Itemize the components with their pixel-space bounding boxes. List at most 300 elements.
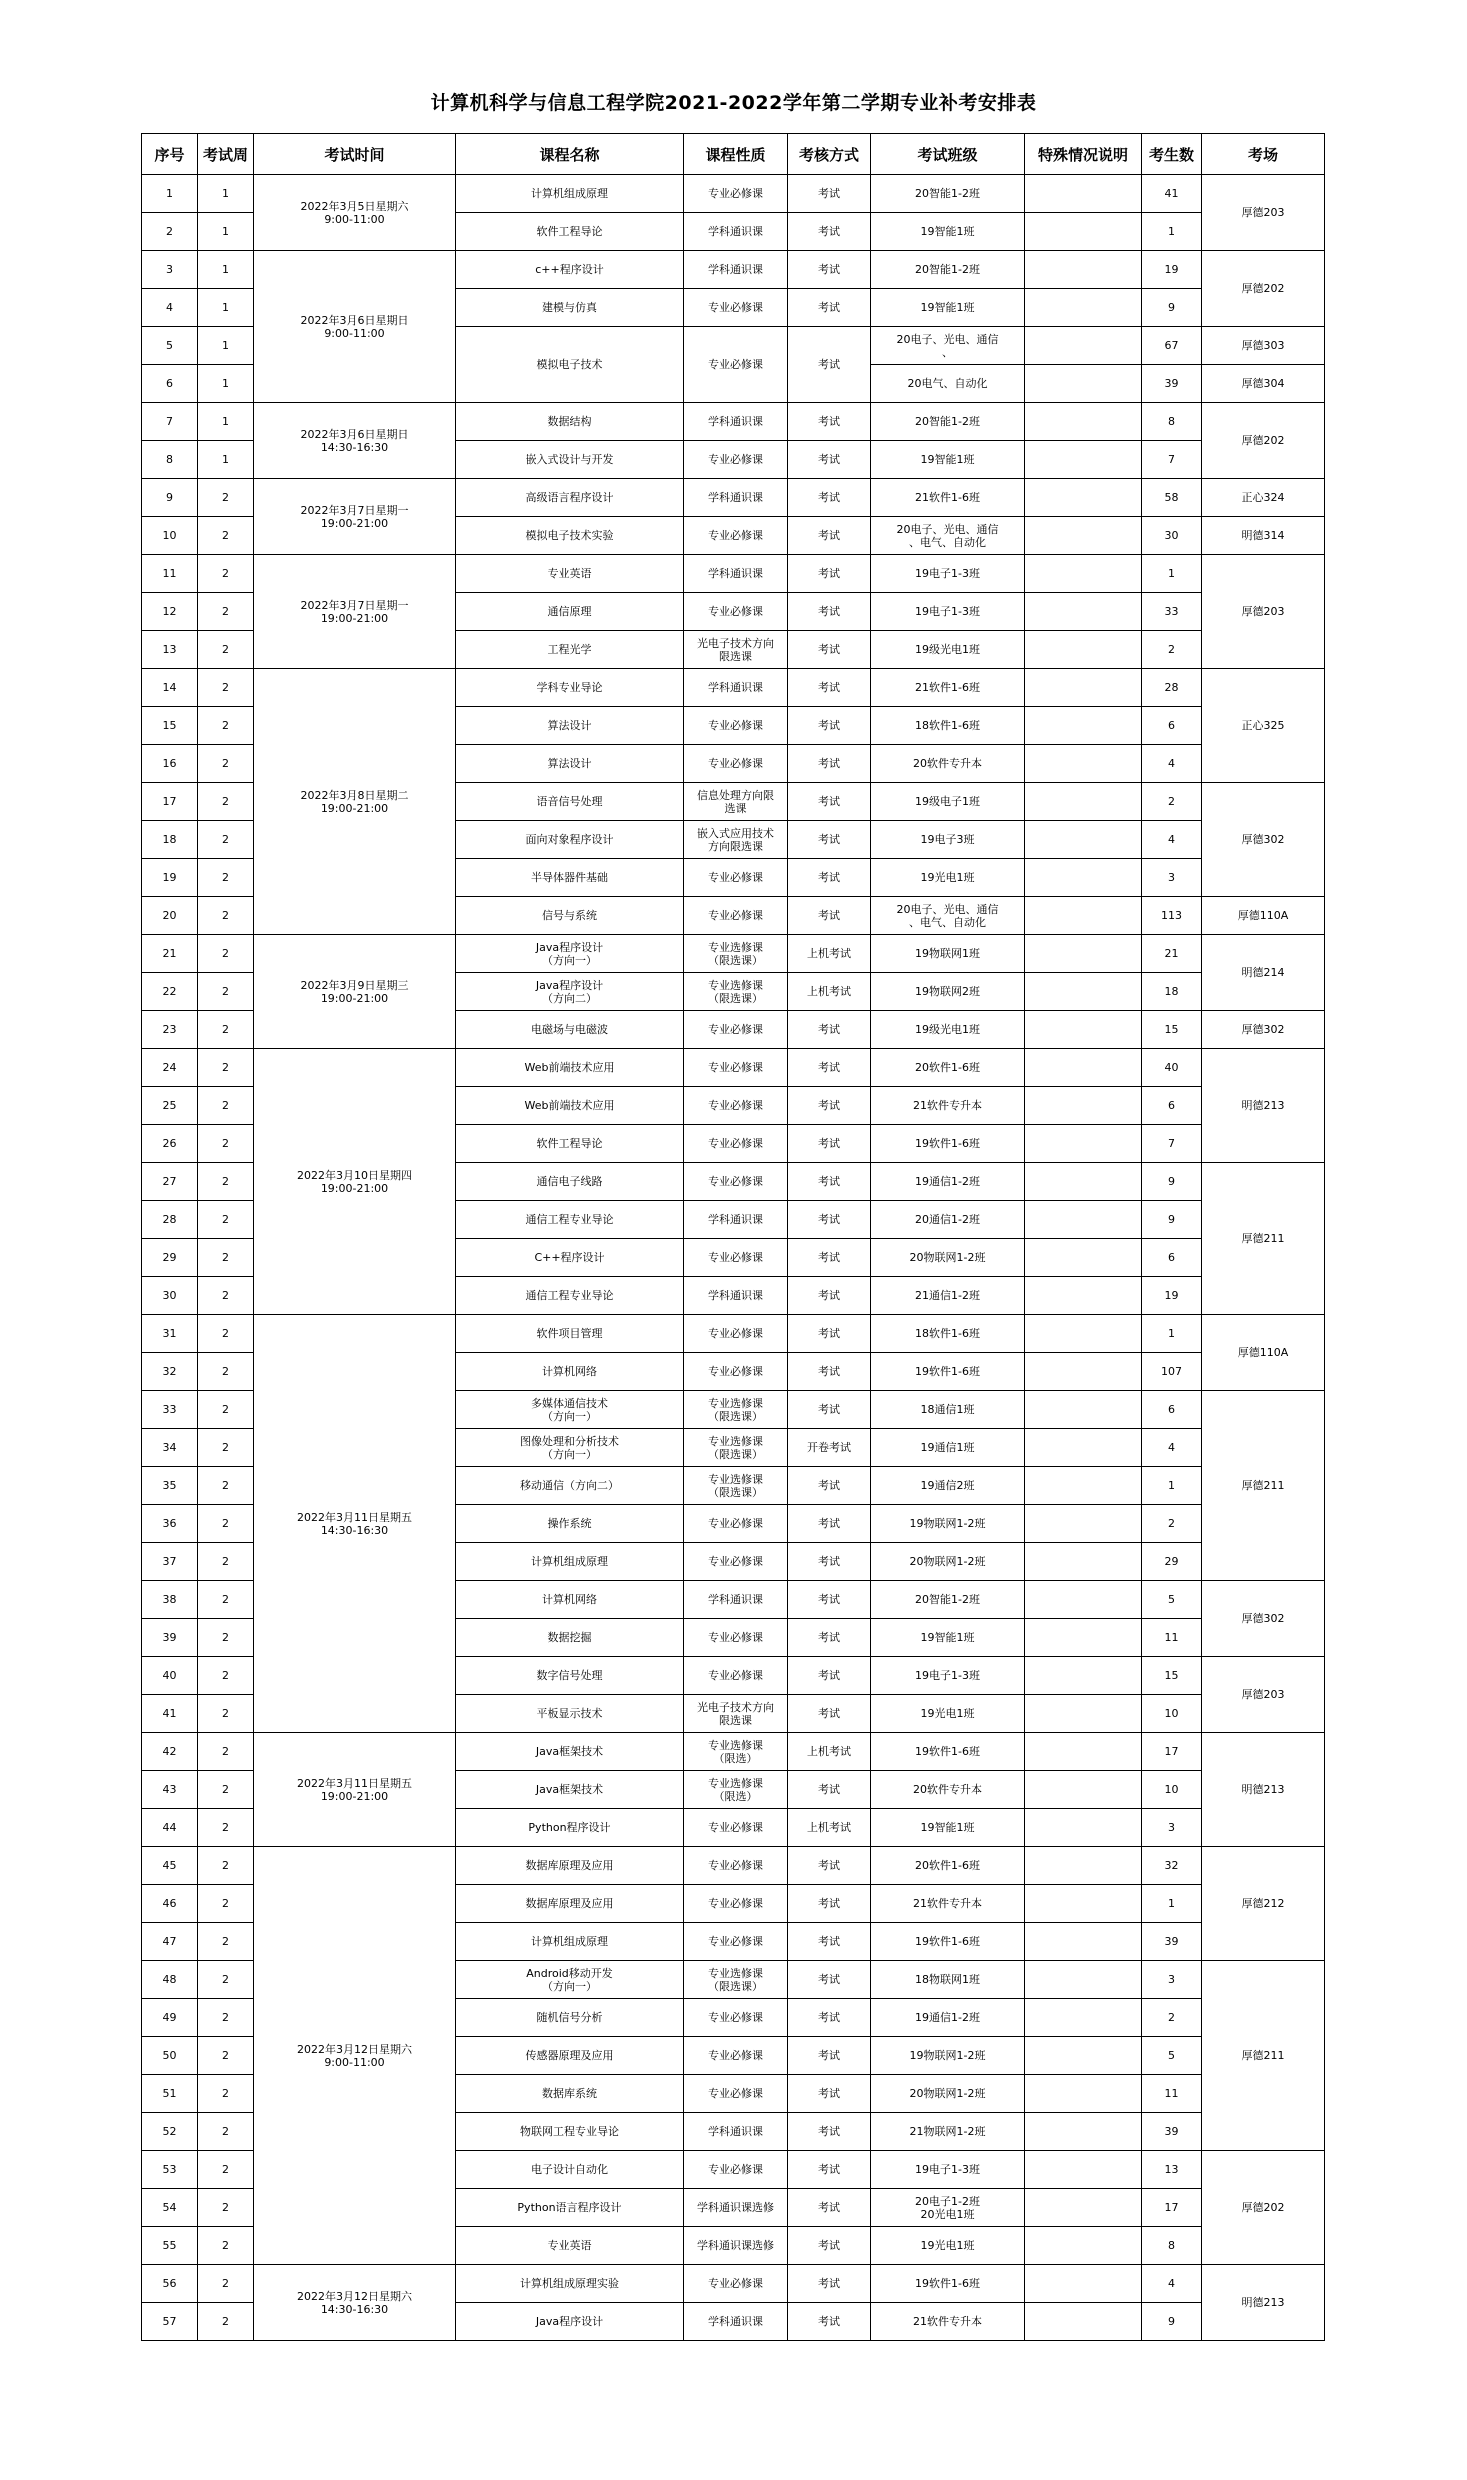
cell-method: 考试 xyxy=(788,289,871,327)
cell-class: 19物联网2班 xyxy=(871,973,1025,1011)
cell-course: 通信工程专业导论 xyxy=(456,1201,684,1239)
cell-nature: 专业必修课 xyxy=(684,1999,788,2037)
cell-method: 考试 xyxy=(788,1999,871,2037)
cell-week: 2 xyxy=(198,935,254,973)
cell-note xyxy=(1025,821,1142,859)
cell-count: 4 xyxy=(1142,745,1202,783)
cell-no: 45 xyxy=(142,1847,198,1885)
cell-class: 20软件1-6班 xyxy=(871,1847,1025,1885)
cell-class: 19电子1-3班 xyxy=(871,2151,1025,2189)
cell-count: 39 xyxy=(1142,365,1202,403)
cell-exam-room: 明德213 xyxy=(1202,1733,1325,1847)
cell-nature: 专业必修课 xyxy=(684,1923,788,1961)
cell-nature: 学科通识课 xyxy=(684,555,788,593)
cell-no: 2 xyxy=(142,213,198,251)
cell-no: 56 xyxy=(142,2265,198,2303)
cell-note xyxy=(1025,251,1142,289)
cell-no: 16 xyxy=(142,745,198,783)
cell-course: 平板显示技术 xyxy=(456,1695,684,1733)
cell-nature: 专业选修课 （限选课） xyxy=(684,1391,788,1429)
cell-class: 19软件1-6班 xyxy=(871,2265,1025,2303)
cell-week: 1 xyxy=(198,213,254,251)
cell-method: 考试 xyxy=(788,897,871,935)
cell-class: 19智能1班 xyxy=(871,289,1025,327)
header-class: 考试班级 xyxy=(871,134,1025,175)
cell-note xyxy=(1025,1049,1142,1087)
cell-class: 19智能1班 xyxy=(871,441,1025,479)
cell-nature: 学科通识课 xyxy=(684,1581,788,1619)
cell-method: 考试 xyxy=(788,1125,871,1163)
cell-note xyxy=(1025,1543,1142,1581)
cell-method: 考试 xyxy=(788,2151,871,2189)
cell-course: 计算机组成原理 xyxy=(456,1923,684,1961)
table-row xyxy=(142,1733,1325,1771)
cell-week: 2 xyxy=(198,2227,254,2265)
cell-course: 物联网工程专业导论 xyxy=(456,2113,684,2151)
cell-week: 2 xyxy=(198,593,254,631)
cell-week: 2 xyxy=(198,1733,254,1771)
cell-note xyxy=(1025,441,1142,479)
cell-note xyxy=(1025,479,1142,517)
cell-exam-room: 厚德211 xyxy=(1202,1961,1325,2151)
cell-method: 考试 xyxy=(788,859,871,897)
cell-nature: 专业必修课 xyxy=(684,745,788,783)
cell-nature: 专业必修课 xyxy=(684,707,788,745)
cell-week: 1 xyxy=(198,289,254,327)
cell-nature: 专业必修课 xyxy=(684,1353,788,1391)
cell-no: 39 xyxy=(142,1619,198,1657)
cell-note xyxy=(1025,327,1142,365)
cell-note xyxy=(1025,1695,1142,1733)
cell-note xyxy=(1025,1809,1142,1847)
cell-no: 3 xyxy=(142,251,198,289)
cell-course: 电子设计自动化 xyxy=(456,2151,684,2189)
cell-method: 考试 xyxy=(788,2303,871,2341)
cell-course: 嵌入式设计与开发 xyxy=(456,441,684,479)
cell-method: 考试 xyxy=(788,1277,871,1315)
cell-count: 4 xyxy=(1142,1429,1202,1467)
cell-class: 21物联网1-2班 xyxy=(871,2113,1025,2151)
cell-count: 29 xyxy=(1142,1543,1202,1581)
cell-nature: 专业必修课 xyxy=(684,327,788,403)
cell-week: 2 xyxy=(198,1923,254,1961)
cell-week: 2 xyxy=(198,2037,254,2075)
cell-course: 算法设计 xyxy=(456,707,684,745)
cell-week: 2 xyxy=(198,1657,254,1695)
cell-class: 19电子1-3班 xyxy=(871,593,1025,631)
cell-no: 49 xyxy=(142,1999,198,2037)
cell-method: 考试 xyxy=(788,403,871,441)
cell-method: 考试 xyxy=(788,2037,871,2075)
cell-week: 2 xyxy=(198,2075,254,2113)
cell-method: 考试 xyxy=(788,593,871,631)
cell-note xyxy=(1025,2151,1142,2189)
cell-course: Java框架技术 xyxy=(456,1733,684,1771)
cell-class: 19物联网1-2班 xyxy=(871,1505,1025,1543)
cell-nature: 专业必修课 xyxy=(684,1011,788,1049)
header-room: 考场 xyxy=(1202,134,1325,175)
cell-method: 考试 xyxy=(788,1543,871,1581)
cell-nature: 专业必修课 xyxy=(684,1505,788,1543)
cell-no: 57 xyxy=(142,2303,198,2341)
table-row xyxy=(142,1049,1325,1087)
cell-note xyxy=(1025,1429,1142,1467)
cell-count: 11 xyxy=(1142,1619,1202,1657)
cell-course: 软件工程导论 xyxy=(456,1125,684,1163)
cell-class: 19软件1-6班 xyxy=(871,1923,1025,1961)
cell-no: 28 xyxy=(142,1201,198,1239)
cell-course: 计算机组成原理 xyxy=(456,1543,684,1581)
cell-note xyxy=(1025,1201,1142,1239)
table-row xyxy=(142,2265,1325,2303)
cell-count: 2 xyxy=(1142,1999,1202,2037)
cell-count: 107 xyxy=(1142,1353,1202,1391)
cell-count: 11 xyxy=(1142,2075,1202,2113)
cell-week: 2 xyxy=(198,1543,254,1581)
cell-nature: 专业必修课 xyxy=(684,441,788,479)
cell-count: 7 xyxy=(1142,1125,1202,1163)
cell-count: 3 xyxy=(1142,1809,1202,1847)
cell-method: 考试 xyxy=(788,2189,871,2227)
header-count: 考生数 xyxy=(1142,134,1202,175)
cell-method: 上机考试 xyxy=(788,935,871,973)
cell-course: Java程序设计 （方向一） xyxy=(456,935,684,973)
cell-note xyxy=(1025,1657,1142,1695)
cell-class: 21软件1-6班 xyxy=(871,479,1025,517)
cell-no: 12 xyxy=(142,593,198,631)
cell-nature: 学科通识课 xyxy=(684,479,788,517)
cell-count: 39 xyxy=(1142,2113,1202,2151)
cell-course: 操作系统 xyxy=(456,1505,684,1543)
cell-class: 21软件专升本 xyxy=(871,1885,1025,1923)
cell-note xyxy=(1025,1771,1142,1809)
table-row xyxy=(142,175,1325,213)
cell-count: 40 xyxy=(1142,1049,1202,1087)
cell-method: 考试 xyxy=(788,783,871,821)
cell-nature: 学科通识课 xyxy=(684,1201,788,1239)
cell-method: 考试 xyxy=(788,2227,871,2265)
cell-count: 1 xyxy=(1142,1467,1202,1505)
cell-no: 21 xyxy=(142,935,198,973)
cell-week: 1 xyxy=(198,365,254,403)
cell-no: 18 xyxy=(142,821,198,859)
cell-no: 36 xyxy=(142,1505,198,1543)
cell-method: 考试 xyxy=(788,1619,871,1657)
cell-week: 2 xyxy=(198,1809,254,1847)
cell-week: 2 xyxy=(198,1353,254,1391)
cell-exam-room: 厚德303 xyxy=(1202,327,1325,365)
cell-week: 2 xyxy=(198,1239,254,1277)
cell-method: 考试 xyxy=(788,1467,871,1505)
cell-count: 5 xyxy=(1142,1581,1202,1619)
cell-class: 21软件专升本 xyxy=(871,1087,1025,1125)
cell-no: 17 xyxy=(142,783,198,821)
cell-no: 25 xyxy=(142,1087,198,1125)
cell-no: 8 xyxy=(142,441,198,479)
cell-count: 19 xyxy=(1142,251,1202,289)
cell-note xyxy=(1025,631,1142,669)
cell-nature: 专业必修课 xyxy=(684,2075,788,2113)
cell-week: 1 xyxy=(198,175,254,213)
cell-course: 高级语言程序设计 xyxy=(456,479,684,517)
cell-class: 19电子3班 xyxy=(871,821,1025,859)
cell-no: 33 xyxy=(142,1391,198,1429)
cell-nature: 专业必修课 xyxy=(684,1847,788,1885)
cell-count: 5 xyxy=(1142,2037,1202,2075)
cell-exam-time: 2022年3月6日星期日 9:00-11:00 xyxy=(254,251,456,403)
cell-exam-room: 厚德110A xyxy=(1202,897,1325,935)
cell-course: 工程光学 xyxy=(456,631,684,669)
cell-note xyxy=(1025,289,1142,327)
cell-method: 考试 xyxy=(788,1163,871,1201)
cell-week: 2 xyxy=(198,1315,254,1353)
cell-class: 18软件1-6班 xyxy=(871,1315,1025,1353)
cell-nature: 学科通识课 xyxy=(684,1277,788,1315)
cell-course: 多媒体通信技术 （方向一） xyxy=(456,1391,684,1429)
cell-week: 2 xyxy=(198,859,254,897)
cell-course: 移动通信（方向二） xyxy=(456,1467,684,1505)
cell-week: 1 xyxy=(198,403,254,441)
cell-method: 考试 xyxy=(788,2113,871,2151)
cell-course: 数据库原理及应用 xyxy=(456,1885,684,1923)
cell-week: 2 xyxy=(198,1771,254,1809)
cell-count: 8 xyxy=(1142,403,1202,441)
cell-count: 17 xyxy=(1142,2189,1202,2227)
cell-week: 2 xyxy=(198,1619,254,1657)
cell-course: Java程序设计 （方向二） xyxy=(456,973,684,1011)
cell-exam-time: 2022年3月6日星期日 14:30-16:30 xyxy=(254,403,456,479)
cell-week: 2 xyxy=(198,1885,254,1923)
table-header-row xyxy=(142,134,1325,175)
cell-note xyxy=(1025,1011,1142,1049)
cell-count: 30 xyxy=(1142,517,1202,555)
cell-class: 21软件专升本 xyxy=(871,2303,1025,2341)
cell-note xyxy=(1025,973,1142,1011)
cell-no: 19 xyxy=(142,859,198,897)
cell-method: 考试 xyxy=(788,1353,871,1391)
cell-exam-room: 厚德302 xyxy=(1202,1581,1325,1657)
cell-course: 算法设计 xyxy=(456,745,684,783)
cell-nature: 专业选修课 （限选课） xyxy=(684,1429,788,1467)
cell-note xyxy=(1025,669,1142,707)
cell-no: 24 xyxy=(142,1049,198,1087)
cell-note xyxy=(1025,2227,1142,2265)
cell-count: 10 xyxy=(1142,1771,1202,1809)
cell-no: 32 xyxy=(142,1353,198,1391)
cell-method: 考试 xyxy=(788,1885,871,1923)
cell-no: 13 xyxy=(142,631,198,669)
cell-class: 19光电1班 xyxy=(871,1695,1025,1733)
cell-method: 考试 xyxy=(788,1315,871,1353)
cell-course: Java程序设计 xyxy=(456,2303,684,2341)
header-course: 课程名称 xyxy=(456,134,684,175)
cell-method: 考试 xyxy=(788,1847,871,1885)
cell-class: 20软件专升本 xyxy=(871,1771,1025,1809)
cell-note xyxy=(1025,1847,1142,1885)
cell-exam-time: 2022年3月11日星期五 19:00-21:00 xyxy=(254,1733,456,1847)
cell-nature: 专业选修课 （限选课） xyxy=(684,935,788,973)
cell-week: 2 xyxy=(198,973,254,1011)
cell-count: 1 xyxy=(1142,555,1202,593)
cell-method: 考试 xyxy=(788,669,871,707)
cell-count: 17 xyxy=(1142,1733,1202,1771)
cell-nature: 专业必修课 xyxy=(684,1809,788,1847)
cell-no: 30 xyxy=(142,1277,198,1315)
cell-nature: 专业必修课 xyxy=(684,2037,788,2075)
cell-week: 2 xyxy=(198,1201,254,1239)
cell-count: 32 xyxy=(1142,1847,1202,1885)
cell-week: 2 xyxy=(198,2189,254,2227)
cell-course: Web前端技术应用 xyxy=(456,1049,684,1087)
cell-course: 学科专业导论 xyxy=(456,669,684,707)
cell-nature: 学科通识课 xyxy=(684,669,788,707)
cell-no: 35 xyxy=(142,1467,198,1505)
cell-note xyxy=(1025,1999,1142,2037)
header-note: 特殊情况说明 xyxy=(1025,134,1142,175)
table-row xyxy=(142,1847,1325,1885)
cell-course: 信号与系统 xyxy=(456,897,684,935)
cell-nature: 学科通识课 xyxy=(684,403,788,441)
cell-count: 9 xyxy=(1142,2303,1202,2341)
cell-week: 2 xyxy=(198,1847,254,1885)
cell-count: 39 xyxy=(1142,1923,1202,1961)
cell-method: 考试 xyxy=(788,213,871,251)
cell-nature: 专业选修课 （限选） xyxy=(684,1733,788,1771)
cell-no: 55 xyxy=(142,2227,198,2265)
cell-course: 数据库原理及应用 xyxy=(456,1847,684,1885)
cell-count: 2 xyxy=(1142,783,1202,821)
cell-count: 1 xyxy=(1142,213,1202,251)
cell-count: 4 xyxy=(1142,2265,1202,2303)
cell-class: 20电气、自动化 xyxy=(871,365,1025,403)
cell-week: 2 xyxy=(198,1163,254,1201)
cell-count: 6 xyxy=(1142,1391,1202,1429)
header-method: 考核方式 xyxy=(788,134,871,175)
cell-count: 1 xyxy=(1142,1885,1202,1923)
cell-exam-time: 2022年3月7日星期一 19:00-21:00 xyxy=(254,479,456,555)
cell-course: 数据结构 xyxy=(456,403,684,441)
cell-course: Python程序设计 xyxy=(456,1809,684,1847)
cell-nature: 专业必修课 xyxy=(684,1239,788,1277)
cell-note xyxy=(1025,517,1142,555)
cell-exam-room: 厚德304 xyxy=(1202,365,1325,403)
cell-week: 2 xyxy=(198,669,254,707)
cell-course: 建模与仿真 xyxy=(456,289,684,327)
table-row xyxy=(142,479,1325,517)
cell-class: 20智能1-2班 xyxy=(871,251,1025,289)
cell-nature: 学科通识课 xyxy=(684,2303,788,2341)
cell-no: 11 xyxy=(142,555,198,593)
cell-class: 19通信1班 xyxy=(871,1429,1025,1467)
cell-note xyxy=(1025,1885,1142,1923)
cell-no: 10 xyxy=(142,517,198,555)
cell-method: 上机考试 xyxy=(788,1733,871,1771)
cell-note xyxy=(1025,1353,1142,1391)
cell-class: 19级光电1班 xyxy=(871,631,1025,669)
cell-class: 19电子1-3班 xyxy=(871,1657,1025,1695)
cell-count: 113 xyxy=(1142,897,1202,935)
cell-nature: 专业选修课 （限选课） xyxy=(684,1467,788,1505)
cell-no: 43 xyxy=(142,1771,198,1809)
cell-nature: 专业必修课 xyxy=(684,1657,788,1695)
cell-course: 通信工程专业导论 xyxy=(456,1277,684,1315)
cell-method: 考试 xyxy=(788,2265,871,2303)
table-row xyxy=(142,669,1325,707)
cell-exam-room: 正心325 xyxy=(1202,669,1325,783)
cell-exam-room: 明德213 xyxy=(1202,2265,1325,2341)
cell-exam-time: 2022年3月12日星期六 14:30-16:30 xyxy=(254,2265,456,2341)
header-nature: 课程性质 xyxy=(684,134,788,175)
cell-course: 数字信号处理 xyxy=(456,1657,684,1695)
cell-class: 20软件1-6班 xyxy=(871,1049,1025,1087)
cell-course: 计算机组成原理实验 xyxy=(456,2265,684,2303)
exam-schedule-table xyxy=(141,133,1325,2341)
cell-week: 2 xyxy=(198,517,254,555)
cell-week: 2 xyxy=(198,1695,254,1733)
cell-method: 考试 xyxy=(788,1923,871,1961)
cell-class: 19软件1-6班 xyxy=(871,1733,1025,1771)
header-time: 考试时间 xyxy=(254,134,456,175)
cell-course: 图像处理和分析技术 （方向一） xyxy=(456,1429,684,1467)
cell-exam-time: 2022年3月7日星期一 19:00-21:00 xyxy=(254,555,456,669)
cell-method: 考试 xyxy=(788,745,871,783)
cell-nature: 专业必修课 xyxy=(684,175,788,213)
cell-method: 考试 xyxy=(788,631,871,669)
cell-note xyxy=(1025,593,1142,631)
cell-note xyxy=(1025,1163,1142,1201)
cell-no: 4 xyxy=(142,289,198,327)
cell-note xyxy=(1025,1619,1142,1657)
cell-nature: 专业必修课 xyxy=(684,289,788,327)
cell-no: 1 xyxy=(142,175,198,213)
cell-exam-time: 2022年3月9日星期三 19:00-21:00 xyxy=(254,935,456,1049)
cell-note xyxy=(1025,1391,1142,1429)
cell-method: 考试 xyxy=(788,479,871,517)
cell-course: 数据挖掘 xyxy=(456,1619,684,1657)
cell-class: 19智能1班 xyxy=(871,1619,1025,1657)
cell-method: 考试 xyxy=(788,707,871,745)
cell-week: 2 xyxy=(198,1391,254,1429)
cell-method: 考试 xyxy=(788,1201,871,1239)
cell-note xyxy=(1025,859,1142,897)
cell-class: 19智能1班 xyxy=(871,1809,1025,1847)
table-row xyxy=(142,935,1325,973)
cell-exam-room: 厚德110A xyxy=(1202,1315,1325,1391)
cell-course: c++程序设计 xyxy=(456,251,684,289)
cell-nature: 专业必修课 xyxy=(684,1125,788,1163)
table-body xyxy=(142,175,1325,2341)
cell-nature: 专业必修课 xyxy=(684,897,788,935)
cell-no: 50 xyxy=(142,2037,198,2075)
cell-no: 31 xyxy=(142,1315,198,1353)
cell-week: 2 xyxy=(198,821,254,859)
cell-course: 电磁场与电磁波 xyxy=(456,1011,684,1049)
cell-method: 考试 xyxy=(788,1771,871,1809)
cell-note xyxy=(1025,935,1142,973)
cell-count: 41 xyxy=(1142,175,1202,213)
cell-class: 20电子、光电、通信 、电气、自动化 xyxy=(871,897,1025,935)
cell-week: 2 xyxy=(198,707,254,745)
cell-note xyxy=(1025,1505,1142,1543)
cell-nature: 专业选修课 （限选） xyxy=(684,1771,788,1809)
cell-class: 20电子、光电、通信 、 xyxy=(871,327,1025,365)
cell-course: 计算机组成原理 xyxy=(456,175,684,213)
cell-week: 2 xyxy=(198,783,254,821)
cell-method: 开卷考试 xyxy=(788,1429,871,1467)
cell-course: 计算机网络 xyxy=(456,1581,684,1619)
cell-exam-room: 厚德203 xyxy=(1202,555,1325,669)
cell-method: 考试 xyxy=(788,1581,871,1619)
